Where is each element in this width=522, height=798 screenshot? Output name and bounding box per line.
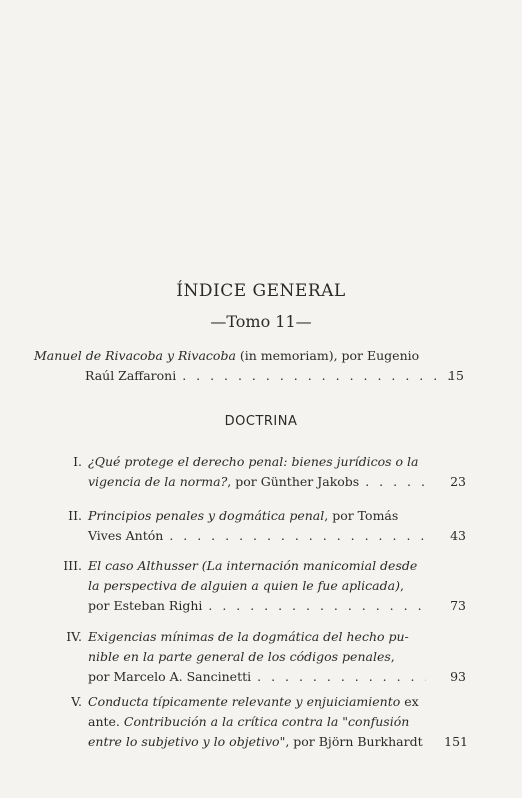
dot-leader xyxy=(169,526,426,546)
entry-number: II. xyxy=(68,508,82,523)
page-number: 93 xyxy=(450,669,466,684)
front-entry-line1: Manuel de Rivacoba y Rivacoba (in memoriam), por Eugenio xyxy=(34,348,420,363)
dot-leader xyxy=(182,366,461,386)
toc-entry: II. Principios penales y dogmática penal, por Tomás Vives Antón . . . 43 xyxy=(50,506,470,550)
index-heading: ÍNDICE GENERAL xyxy=(176,281,346,301)
dot-leader xyxy=(208,596,426,616)
front-entry xyxy=(34,346,468,390)
front-entry-line2: Raúl Zaffaroni xyxy=(85,368,177,383)
page-number: 23 xyxy=(450,474,466,489)
page-number: 151 xyxy=(444,734,468,749)
section-title: DOCTRINA xyxy=(224,414,298,429)
toc-entry: III. El caso Althusser (La internación manicomial desde la perspectiva de alguien a quien le fue aplicada), por Esteban Righi . . . 73 xyxy=(50,556,470,620)
page-number: 73 xyxy=(450,598,466,613)
entry-number: III. xyxy=(63,558,82,573)
toc-entry: V. Conducta típicamente relevante y enjuiciamiento ex ante. Contribución a la crítica contra la "confusión entre lo subjetivo y lo objetivo", por Björn Burkhardt 151 xyxy=(50,692,470,756)
page-number: 15 xyxy=(448,368,464,383)
dot-leader xyxy=(365,472,426,492)
volume-label: —Tomo 11— xyxy=(210,312,312,331)
entry-number: IV. xyxy=(66,629,82,644)
entry-number: I. xyxy=(73,454,82,469)
entry-number: V. xyxy=(71,694,82,709)
toc-entry: I. ¿Qué protege el derecho penal: bienes jurídicos o la vigencia de la norma?, por Günther Jakobs . . . 23 xyxy=(50,452,470,496)
toc-entry: IV. Exigencias mínimas de la dogmática del hecho pu- nible en la parte general de los códigos penales, por Marcelo A. Sancinetti . . . 93 xyxy=(50,627,470,691)
dot-leader xyxy=(257,667,426,687)
page-number: 43 xyxy=(450,528,466,543)
